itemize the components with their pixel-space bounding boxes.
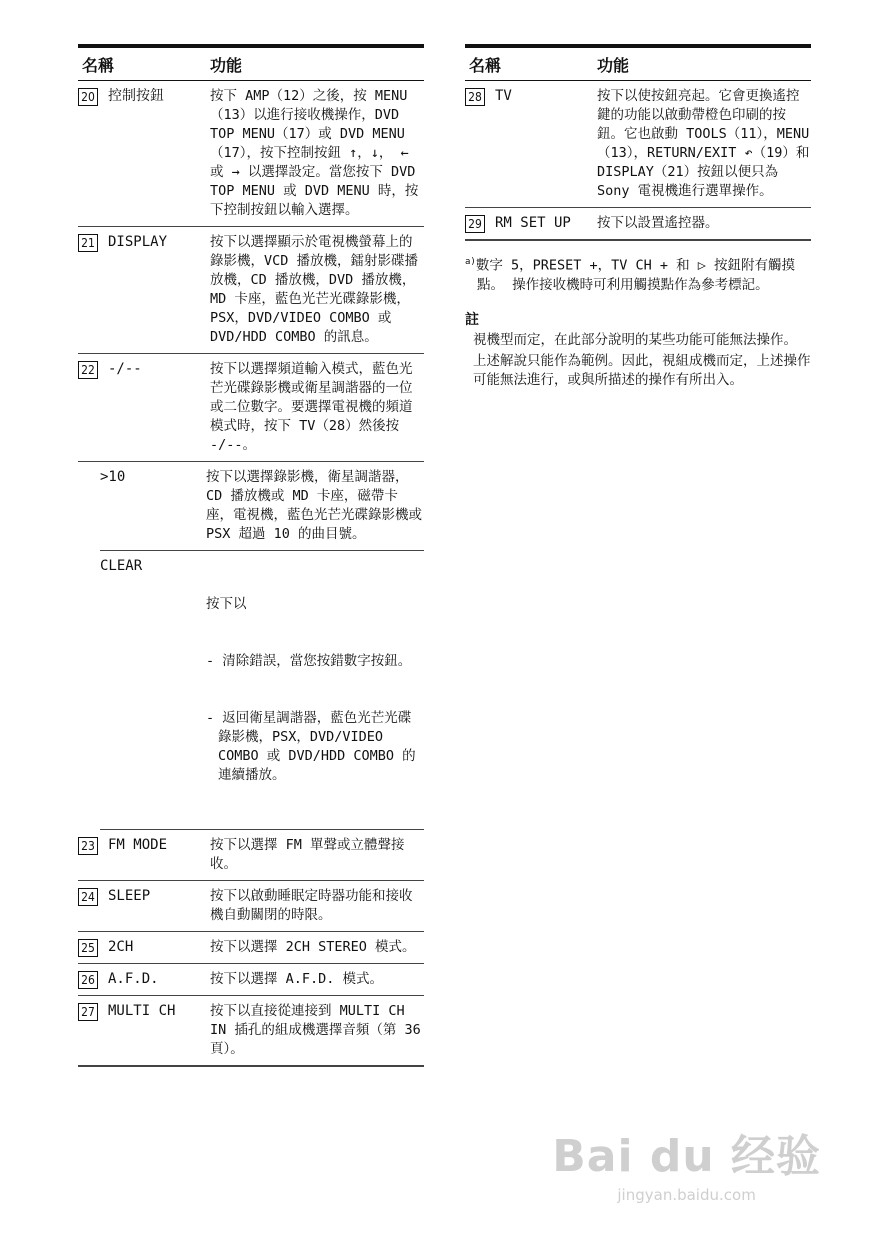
item-name: SLEEP — [108, 888, 151, 904]
table-row — [100, 462, 431, 551]
item-function: 按下 AMP（12）之後，按 MENU（13）以進行接收機操作，DVD TOP MENU（17）或 DVD MENU（17），按下控制按鈕 ↑，↓， ← 或 → 以選擇設定。當您按下 DVD TOP MENU 或 DVD MENU 時，按下控制按鈕以輸入選擇。 — [210, 88, 424, 218]
item-number: 27 — [78, 1003, 98, 1021]
item-function: 按下以選擇頻道輸入模式，藍色光芒光碟錄影機或衛星調諧器的一位或二位數字。要選擇電視機的頻道模式時，按下 TV（28）然後按 -/--。 — [210, 361, 413, 453]
table-row — [465, 208, 811, 241]
item-name: 2CH — [108, 939, 134, 955]
table-row — [100, 551, 424, 830]
table-row — [78, 881, 424, 932]
item-function: 按下以選擇 A.F.D. 模式。 — [210, 971, 384, 987]
item-name: CLEAR — [100, 558, 143, 574]
left-table — [78, 44, 431, 1067]
item-name: MULTI CH — [108, 1003, 176, 1019]
note-line: 上述解說只能作為範例。因此，視組成機而定，上述操作可能無法進行，或與所描述的操作有所出入。 — [473, 352, 811, 388]
item-function: 按下以啟動睡眠定時器功能和接收機自動關閉的時限。 — [210, 888, 413, 923]
watermark-logo: Bai du 经验 — [552, 1131, 821, 1182]
item-name: DISPLAY — [108, 234, 168, 250]
table-row — [78, 354, 424, 462]
item-number: 25 — [78, 939, 98, 957]
table-row — [78, 81, 424, 227]
table-row — [78, 932, 424, 964]
footnote-text: 數字 5，PRESET +，TV CH + 和 ▷ 按鈕附有觸摸點。 操作接收機時可利用觸摸點作為參考標記。 — [475, 257, 796, 293]
header-name: 名稱 — [82, 55, 115, 75]
clear-intro: 按下以 — [206, 596, 247, 612]
table-row — [78, 830, 424, 881]
item-name: 控制按鈕 — [108, 88, 164, 104]
item-name: RM SET UP — [495, 215, 571, 231]
right-table — [465, 44, 818, 390]
item-name: A.F.D. — [108, 971, 159, 987]
table-row — [78, 996, 429, 1067]
item-function: 按下以使按鈕亮起。它會更換遙控鍵的功能以啟動帶橙色印刷的按鈕。它也啟動 TOOLS（11），MENU（13），RETURN/EXIT ↶（19）和 DISPLAY（21）按鈕以便只為 Sony 電視機進行選單操作。 — [597, 88, 818, 199]
table-header — [78, 44, 424, 81]
table-header — [465, 44, 811, 81]
item-name: FM MODE — [108, 837, 168, 853]
header-name: 名稱 — [469, 55, 502, 75]
item-number: 28 — [465, 88, 485, 106]
item-number: 21 — [78, 234, 98, 252]
item-number: 22 — [78, 361, 98, 379]
item-function — [206, 557, 424, 823]
header-function: 功能 — [597, 55, 630, 75]
item-name: -/-- — [108, 361, 142, 377]
item-number: 24 — [78, 888, 98, 906]
item-number: 29 — [465, 215, 485, 233]
item-function: 按下以選擇 2CH STEREO 模式。 — [210, 939, 416, 955]
footnote-mark: a) — [465, 257, 476, 267]
item-number: 26 — [78, 971, 98, 989]
item-name: TV — [495, 88, 512, 104]
item-function: 按下以設置遙控器。 — [597, 215, 719, 231]
table-row — [465, 81, 818, 208]
footnote — [465, 253, 811, 295]
note-title: 註 — [465, 311, 479, 328]
item-function: 按下以直接從連接到 MULTI CH IN 插孔的組成機選擇音頻（第 36 頁）。 — [210, 1003, 429, 1057]
item-number: 23 — [78, 837, 98, 855]
clear-bullet: - 返回衛星調諧器，藍色光芒光碟錄影機，PSX，DVD/VIDEO COMBO 或 DVD/HDD COMBO 的連續播放。 — [206, 710, 416, 783]
item-function: 按下以選擇錄影機，衛星調諧器，CD 播放機或 MD 卡座，磁帶卡座，電視機，藍色光芒光碟錄影機或 PSX 超過 10 的曲目號。 — [206, 469, 431, 542]
watermark-url: jingyan.baidu.com — [617, 1186, 756, 1204]
table-row — [78, 964, 424, 996]
clear-bullet: - 清除錯誤，當您按錯數字按鈕。 — [206, 653, 412, 669]
item-function: 按下以選擇 FM 單聲或立體聲接收。 — [210, 837, 405, 872]
note-line: 視機型而定，在此部分說明的某些功能可能無法操作。 — [473, 331, 797, 348]
item-number: 20 — [78, 88, 98, 106]
header-function: 功能 — [210, 55, 243, 75]
table-row — [78, 227, 424, 354]
item-function: 按下以選擇顯示於電視機螢幕上的錄影機，VCD 播放機，鐳射影碟播放機，CD 播放機，DVD 播放機，MD 卡座，藍色光芒光碟錄影機，PSX，DVD/VIDEO COMBO 或 DVD/HDD COMBO 的訊息。 — [210, 234, 419, 345]
watermark — [552, 1120, 821, 1204]
item-name: >10 — [100, 469, 126, 485]
